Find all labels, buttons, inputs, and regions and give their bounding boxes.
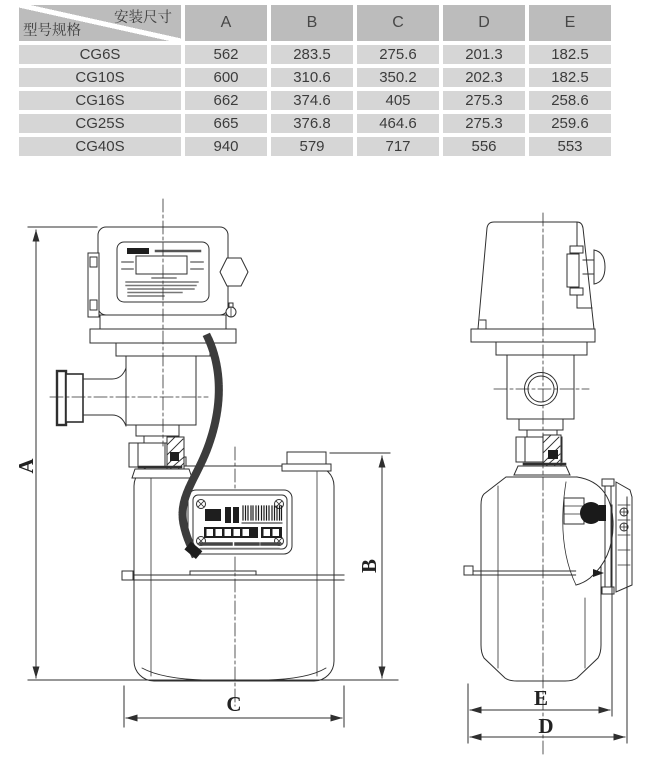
value-a: 940 [185, 137, 267, 156]
value-c: 717 [357, 137, 439, 156]
value-b: 579 [271, 137, 353, 156]
value-d: 202.3 [443, 68, 525, 87]
value-d: 556 [443, 137, 525, 156]
value-a: 562 [185, 45, 267, 64]
pulser-sensor [580, 502, 602, 524]
value-b: 376.8 [271, 114, 353, 133]
col-header-d: D [443, 5, 525, 41]
value-b: 283.5 [271, 45, 353, 64]
col-header-b: B [271, 5, 353, 41]
controller-box-side [471, 222, 605, 419]
counter-window [204, 527, 282, 538]
dim-label-c: C [226, 692, 242, 716]
side-view-drawing [464, 213, 632, 757]
value-e: 553 [529, 137, 611, 156]
corner-label-install-size: 安装尺寸 [114, 10, 172, 26]
meter-nameplate [188, 490, 292, 554]
pipe-fitting [57, 371, 66, 425]
model-name: CG25S [19, 114, 181, 133]
col-header-a: A [185, 5, 267, 41]
dim-label-e: E [533, 686, 549, 710]
dim-label-d: D [538, 714, 554, 738]
regulator-stack [129, 425, 192, 478]
value-c: 464.6 [357, 114, 439, 133]
value-b: 374.6 [271, 91, 353, 110]
meter-body-front [122, 452, 344, 681]
controller-box [88, 227, 248, 425]
regulator-stack-side [514, 419, 570, 475]
value-e: 182.5 [529, 68, 611, 87]
value-c: 350.2 [357, 68, 439, 87]
value-e: 258.6 [529, 91, 611, 110]
value-a: 600 [185, 68, 267, 87]
model-name: CG6S [19, 45, 181, 64]
value-e: 259.6 [529, 114, 611, 133]
value-c: 275.6 [357, 45, 439, 64]
dim-label-b: B [357, 558, 381, 574]
model-name: CG16S [19, 91, 181, 110]
value-e: 182.5 [529, 45, 611, 64]
value-b: 310.6 [271, 68, 353, 87]
model-name: CG10S [19, 68, 181, 87]
front-view-drawing [50, 199, 344, 706]
value-a: 662 [185, 91, 267, 110]
value-d: 275.3 [443, 114, 525, 133]
model-name: CG40S [19, 137, 181, 156]
value-c: 405 [357, 91, 439, 110]
conduit-gland-side [543, 435, 561, 466]
hinge [88, 253, 99, 317]
value-d: 201.3 [443, 45, 525, 64]
plate-logo [205, 509, 221, 521]
col-header-c: C [357, 5, 439, 41]
dim-label-a: A [14, 458, 38, 474]
mount-flange-side [471, 329, 595, 342]
valve-body [126, 356, 196, 425]
col-header-e: E [529, 5, 611, 41]
value-a: 665 [185, 114, 267, 133]
value-d: 275.3 [443, 91, 525, 110]
corner-label-model-spec: 型号规格 [23, 23, 81, 39]
conduit-gland [167, 437, 184, 469]
